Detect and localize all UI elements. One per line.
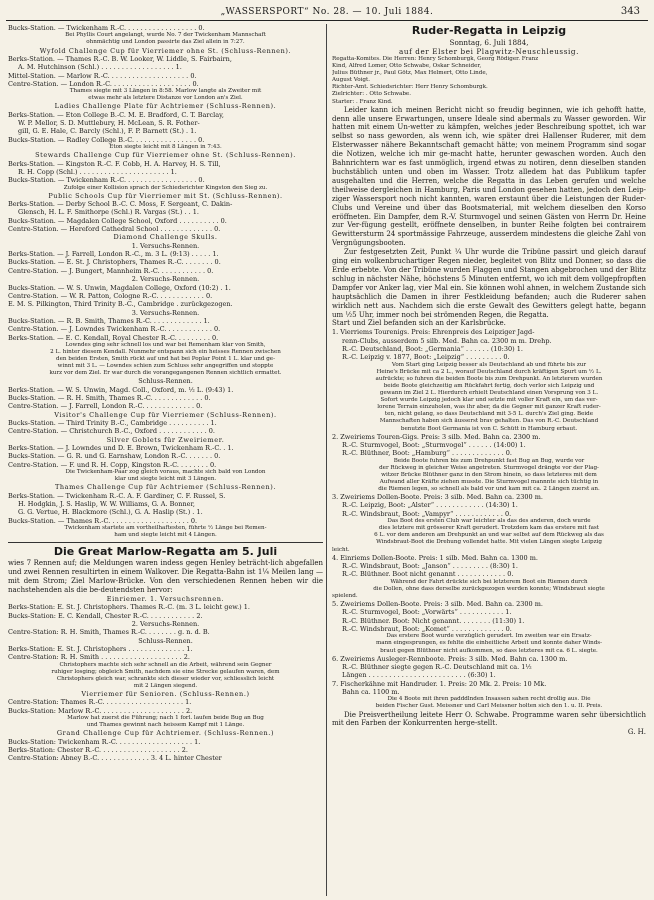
result-line: Stewards Challenge Cup für Vierriemer ohne St. (Schluss-Rennen). bbox=[35, 151, 296, 160]
result-line: Berks-Station. — Kingston R.-C. F. Cobb, H. A. Harvey, H. S. Till, bbox=[8, 159, 221, 168]
result-line: Christophers gleich war, schrankte sich dieser wieder vor, schliesslich leicht bbox=[56, 675, 275, 682]
result-line: Centre-Station. — W. R. Patton, Cologne R.-C. . . . . . . . . . . . 0. bbox=[8, 291, 213, 300]
result-line: 5. Zweiriems Dollen-Boote. Preis: 3 silb. Med. Bahn ca. 2300 m. bbox=[332, 599, 543, 608]
marlow-intro: wies 7 Rennen auf; die Meldungen waren indess gegen Henley beträcht-lich abgefallen und zwei Rennen resultirten in einem Walkover. Die Regatta-Bahn ist 1¼ Meilen lang — mit dem Strom; Ziel Marlow-Brücke. Von den verschiedenen Rennen heben wir die nachstehenden als die be-deutendsten hervor: bbox=[8, 559, 323, 594]
result-line: Berks-Station. — W. S. Unwin, Magd. Coll., Oxford, m. ½ L. (9:43) 1. bbox=[8, 385, 234, 394]
result-line: Bucks-Station. — W. S. Unwin, Magdalen College, Oxford (10:2) . 1. bbox=[8, 283, 231, 292]
result-line: Schluss-Rennen. bbox=[138, 377, 193, 386]
result-line: der Rückweg in gleicher Weise angetreten. Sturmvogel drängte vor der Plag- bbox=[379, 464, 599, 471]
result-line: 4. Einriems Dollen-Boote. Preis: 1 silb. Med. Bahn ca. 1300 m. bbox=[332, 553, 538, 562]
result-line: Vierriemer für Senioren. (Schluss-Rennen.) bbox=[81, 690, 250, 698]
result-line: Centre-Station. — J. Lowndes Twickenham R.-C. . . . . . . . . . . . 0. bbox=[8, 325, 221, 334]
page-header bbox=[0, 0, 654, 22]
result-line: Centre-Station. — F. und R. H. Copp, Kingston R.-C. . . . . . . . 0. bbox=[8, 460, 217, 469]
result-line: R.-C. Blüthner siegte gegen R.-C. Deutschland mit ca. 1½ bbox=[342, 662, 532, 671]
result-line: R.-C. Blüthner, Boot: „Hamburg“ . . . . . . . . . . . . . 0. bbox=[342, 449, 512, 458]
official-line: Kind, Alfred Lomer, Otto Schwabe, Oskar Schneider, bbox=[332, 63, 482, 70]
result-line: Mittel-Station. — Marlow R.-C. . . . . . . . . . . . . . . . . . . . 0. bbox=[8, 71, 197, 80]
result-line: Berks-Station. — Thames R.-C. B. W. Looker, W. Liddle, S. Fairbairn, bbox=[8, 54, 232, 63]
result-line: die Dollen, ohne dass derselbe zurückgezogen werden konnte; Windsbraut siegte bbox=[373, 585, 605, 592]
result-line: 1. Versuchs-Rennen. bbox=[131, 241, 200, 250]
result-line: lorene Terrain einzuholen, was ihr aber, da die Gegner mit ganzer Kraft ruder- bbox=[377, 404, 601, 411]
result-line: Bucks-Station. — Third Trinity B.-C., Cambridge . . . . . . . . . . 1. bbox=[8, 419, 217, 428]
result-line: Die 4 Boote mit ihren padddlnden Insassen sahen recht drollig aus. Die bbox=[387, 696, 591, 703]
page-number: 343 bbox=[620, 6, 640, 17]
result-line: Wyfold Challenge Cup für Vierriemer ohne St. (Schluss-Rennen). bbox=[39, 46, 292, 55]
result-line: Bucks-Station. — Twickenham R.-C. . . . . . . . . . . . . . . . . . 0. bbox=[8, 176, 205, 185]
leipzig-officials bbox=[332, 56, 646, 106]
result-line: Bucks-Station: Marlow R.-C. . . . . . . . . . . . . . . . . . . . . 2. bbox=[8, 706, 193, 715]
result-line: Schluss-Rennen. bbox=[138, 636, 193, 645]
result-line: Centre-Station. — J. Farrell, London R.-C. . . . . . . . . . . . . 0. bbox=[8, 402, 203, 411]
result-line: R.-C. Deutschland, Boot: „Germania“ . . . . . . (10:30) 1. bbox=[342, 345, 523, 353]
official-line: Richter-Amt. Schiedsrichter: Herr Henry Schomburgk. bbox=[332, 84, 488, 91]
result-line: R.-C. Sturmvogel, Boot: „Vorwärts“ . . . . . . . . . . . 1. bbox=[342, 608, 512, 617]
left-column bbox=[8, 24, 323, 896]
result-line: Heine's Brücke mit ca 2 L., worauf Deutschland durch kräftigen Spurt um ½ L. bbox=[376, 368, 602, 375]
result-line: Bucks-Station. — G. R. und G. Earnshaw, London R.-C. . . . . . . 0. bbox=[8, 452, 221, 461]
result-line: 6 L. vor dem anderen am Drehpunkt an und war selbst auf dem Rückweg als das bbox=[374, 532, 604, 539]
result-line: Lowndes ging sehr schnell los und war bei Remenham klar von Smith, bbox=[65, 341, 266, 348]
result-line: benutzte Boot Germania ist von C. Schütt in Hamburg erbaut. bbox=[400, 425, 578, 432]
official-line: Regatta-Komites. Die Herren: Henry Schomburgk, Georg Rödiger. Franz bbox=[332, 56, 539, 62]
result-line: Twickenham startete am vortheilhaftesten, führte ½ Länge bei Remen- bbox=[64, 525, 267, 532]
result-line: Berks-Station. — J. Farrell, London R.-C., m. 3 L. (9:13) . . . . . 1. bbox=[8, 250, 219, 259]
result-line: Bucks-Station. — Thames R.-C. . . . . . . . . . . . . . . . . . . . 0. bbox=[8, 516, 198, 525]
result-line: Windsbraut-Boot die Drehung vollendet hatte. Mit vielen Längen siegte Leipzig bbox=[376, 539, 602, 546]
result-line: G. G. Vertue, H. Blackmore (Schl.), G. A. Haslip (St.) . 1. bbox=[18, 508, 203, 517]
result-line: 2 L. hinter diesem Kendall. Nunmehr entspann sich ein heisses Rennen zwischen bbox=[50, 349, 281, 355]
result-line: Bucks-Station. — Twickenham R.-C. . . . . . . . . . . . . . . . . . 0. bbox=[8, 24, 205, 32]
result-line: Berks-Station. — J. Lowndes und D. E. Brown, Twickenham R.-C. . 1. bbox=[8, 444, 234, 453]
official-line: Zielrichter: . Otto Schwabe. bbox=[332, 91, 412, 98]
result-line: Bahn ca. 1100 m. bbox=[342, 687, 400, 696]
column-divider bbox=[326, 24, 327, 896]
result-line: 2. Versuchs-Rennen. bbox=[131, 619, 200, 628]
result-line: winnt mit 3 L. — Lowndes schien zum Schluss sehr angegriffen und stoppte bbox=[57, 363, 274, 370]
result-line: R.-C. Sturmvogel, Boot: „Sturmvogel“ . . . . . . (14:00) 1. bbox=[342, 440, 526, 449]
result-line: kurz vor dem Ziel. Er war durch die vorangegangenen Rennen sichtlich ermattet. bbox=[49, 370, 282, 377]
result-line: Bucks-Station. — R. H. Smith, Thames R.-C. . . . . . . . . . . . . 0. bbox=[8, 394, 211, 403]
result-line: Thames siegte mit 3 Längen in 8:58. Marlow langte als Zweiter mit bbox=[69, 88, 262, 95]
result-line: klar und siegte leicht mit 3 Längen. bbox=[114, 476, 217, 483]
result-line: Centre-Station: Abney B.-C. . . . . . . . . . . . . 3. 4 L. hinter Chester bbox=[8, 754, 222, 763]
result-line: Centre-Station. — J. Bungert, Mannheim R.-C. . . . . . . . . . . . 0. bbox=[8, 266, 214, 275]
result-line: Silver Goblets für Zweiriemer. bbox=[106, 435, 225, 444]
official-line: August Voigt. bbox=[332, 77, 371, 84]
result-line: Vom Start ging Leipzig besser als Deutschland ab und führte bis zur bbox=[391, 361, 587, 368]
result-line: aufrückte; so fuhren die beiden Boote bis zum Drehpunkt. An letzterem wurden bbox=[375, 375, 603, 382]
result-line: ruhiger losging; obgleich Smith, nachdem sie eine Strecke gelaufen waren, dem bbox=[51, 668, 280, 675]
result-line: Das erstere Boot wurde verzüglich gerudert. Im zweiten war ein Ersatz- bbox=[386, 633, 592, 640]
leipzig-date: Sonntag, 6. Juli 1884, bbox=[449, 38, 529, 47]
result-line: Centre-Station: R. H. Smith . . . . . . . . . . . . . . . . . . . . 2. bbox=[8, 653, 190, 662]
result-line: E. M. S. Pilkington, Third Trinity B.-C., Cambridge . zurückgezogen. bbox=[8, 300, 233, 309]
result-line: Sofort wurde Leipzig jedoch klar und setzte mit voller Kraft ein, um das ver- bbox=[380, 397, 598, 404]
section-divider bbox=[8, 542, 323, 543]
result-line: Berks-Station. — Twickenham R.-C. A. F. Gardiner, C. F. Russel, S. bbox=[8, 491, 226, 500]
result-line: A. M. Hutchinson (Schl.) . . . . . . . . . . . . . . . . . . 1. bbox=[18, 63, 182, 72]
result-line: Bucks-Station: Twickenham R.-C. . . . . . . . . . . . . . . . . . . 1. bbox=[8, 737, 201, 746]
result-line: Mannschaften haben sich äusserst brav gehalten. Das von R.-C. Deutschland bbox=[379, 418, 599, 425]
result-line: Zufolge einer Kollision sprach der Schiedsrichter Kingston den Sieg zu. bbox=[63, 184, 268, 191]
result-line: Bucks-Station: E. C. Kendall, Chester R.-C. . . . . . . . . . . . 2. bbox=[8, 611, 203, 620]
result-line: beiden Fischer Gust. Meissner und Carl Meissner holten sich den 1. u. II. Preis. bbox=[375, 703, 603, 710]
result-line: den beiden Ersten, Smith rückt auf und hat bei Poplar Point 1 L. klar und ge- bbox=[55, 356, 276, 363]
result-line: R.-C. Windsbraut, Boot: „Janson“ . . . . . . . . . (8:30) 1. bbox=[342, 561, 518, 570]
result-line: Ladies Challenge Plate für Achtriemer (Schluss-Rennen). bbox=[54, 102, 277, 111]
result-line: witzer Brücke Blüthner ganz in den Strom hinein, so dass letzteres mit dem bbox=[381, 471, 597, 478]
result-line: ten, nicht gelang, so dass Deutschland mit 3-5 L. durch's Ziel ging. Beide bbox=[384, 411, 594, 418]
result-line: gill, G. E. Hale, C. Barcly (Schl.), F. P. Barnett (St.) . 1. bbox=[18, 127, 197, 136]
result-line: Bucks-Station. — E. St. J. Christophers, Thames R.-C. . . . . . . . 0. bbox=[8, 258, 221, 267]
result-line: Die Twickenham-Paar zog gleich voraus, machte sich bald von London bbox=[65, 469, 266, 476]
result-line: R.-C. Leipzig, Boot: „Alster“ . . . . . . . . . . . . (14:30) 1. bbox=[342, 501, 518, 510]
official-line: Starter: . Franz Kind. bbox=[332, 98, 393, 105]
result-line: Grand Challenge Cup für Achtriemer. (Schluss-Rennen.) bbox=[56, 729, 275, 738]
result-line: die Riemen legen, so schnell als bald vor und kam mit ca. 2 Längen zuerst an. bbox=[378, 486, 600, 493]
result-line: Bucks-Station. — R. B. Smith, Thames R.-C. . . . . . . . . . . . . 1. bbox=[8, 316, 210, 325]
result-line: Bucks-Station. — Radley College B.-C. . . . . . . . . . . . . . . . 0. bbox=[8, 135, 205, 144]
leipzig-body: Leider kann ich meinen Bericht nicht so freudig beginnen, wie ich gehofft hatte, denn alle unsere Erwartungen, unsere Ideale sind abermals zu Wasser geworden. Wir hatten mit einem Un-wetter zu kämpfen, welches jeder Beschreibung spottet, ich war selbst so nass geworden, als wenn ich, wie später drei Hallenser Ruderer, mit dem Elsterwasser nähere Bekanntschaft gemacht hätte; von meinem Programm sind sogar die Notizen, welche ich mir ge-macht hatte, herunter gewaschen worden. Auch den Bahnrichtern war es fast unmöglich, irgend etwas zu notiren, denn dieselben standen buchstäblich unten und oben im Wasser. Trotz alledem hat das Publikum tapfer ausgehalten und die Herren, welche die Regatta in das Leben gerufen und welche theilweise dergleichen in Hamburg, Paris und London gesehen hatten, jedoch den Leip-ziger Wassersport noch nicht kannten, waren erstaunt über die Leistungen der Ruder-Clubs und Vereine und über das Bootsmaterial, mit welchem dieselben den Korso eröffneten. Ein Dampfer, dem R.-V. Sturmvogel und seinen Gästen von Herrn Dr. Heine zur Ver-fügung gestellt, eröffnete denselben, in bunter Reihe folgten bei contrairem Gewittersturm 24 sportmässige Fahrzeuge, ausserdem mindestens die gleiche Zahl von Vergnügungsbooten. bbox=[332, 105, 646, 248]
result-line: Visitor's Challenge Cup für Vierriemer (Schluss-Rennen). bbox=[54, 410, 277, 419]
header-divider bbox=[6, 20, 648, 21]
result-line: 2. Versuchs-Rennen. bbox=[131, 275, 200, 284]
marlow-title: Die Great Marlow-Regatta am 5. Juli bbox=[53, 545, 278, 559]
result-line: dies letztere mit grösserer Kraft gerudert. Trotzdem kam das erstere mit fast bbox=[378, 525, 600, 532]
result-line: 3. Versuchs-Rennen. bbox=[131, 308, 200, 317]
result-line: R.-C. Blüthner. Boot: Nicht genannt. . . . . . . . (11:30) 1. bbox=[342, 616, 525, 625]
result-line: Christophers machte sich sehr schnell an die Arbeit, während sein Gegner bbox=[59, 661, 272, 668]
result-line: braut gegen Blüthner nicht aufkommen, so dass letzteres mit ca. 6 L. siegte. bbox=[380, 647, 598, 654]
result-line: Berks-Station. — Eton College B.-C. M. E. Bradford, C. T. Barclay, bbox=[8, 110, 224, 119]
result-line: Beide Boote fuhren bis zum Drehpunkt fast Bug an Bug, wurde vor bbox=[393, 457, 585, 464]
result-line: Glensch, H. L. F. Smithorpe (Schl.) R. Vargas (St.) . . 1. bbox=[18, 208, 199, 217]
result-line: Berks-Station. — E. C. Kendall, Royal Chester R.-C. . . . . . . . . 0. bbox=[8, 333, 219, 342]
result-line: 3. Zweiriems Dollen-Boote. Preis: 3 silb. Med. Bahn ca. 2300 m. bbox=[332, 493, 543, 502]
result-line: ham und siegte leicht mit 4 Längen. bbox=[114, 532, 217, 539]
result-line: 1. Vierriems Tourenigs. Preis: Ehrenpreis des Leipziger Jagd- bbox=[332, 328, 535, 337]
result-line: Berks-Station: Chester R.-C. . . . . . . . . . . . . . . . . . . . 2. bbox=[8, 745, 188, 754]
result-line: gewann im Ziel 2 L. Hierdurch erhielt Deutschland einen Vorsprung von 3 L. bbox=[379, 390, 599, 397]
result-line: Berks-Station. — Derby School B.-C. C. Moss, F. Sergeant, C. Dakin- bbox=[8, 200, 233, 209]
result-line: R.-C. Windsbraut, Boot: „Komet“ . . . . . . . . . . . . . 0. bbox=[342, 624, 512, 633]
result-line: Berks-Station: E. St. J. Christophers . . . . . . . . . . . . . . 1. bbox=[8, 644, 193, 653]
result-line: mann eingesprungen, es fehlte die einheitliche Arbeit und konnte daher Winds- bbox=[375, 640, 603, 647]
leipzig-signature: G. H. bbox=[627, 728, 646, 737]
result-line: Centre-Station: R. H. Smith, Thames R.-C. . . . . . . . g. n. d. B. bbox=[8, 628, 210, 637]
result-line: Einriemer. 1. Versuchsrennen. bbox=[106, 594, 225, 603]
result-line: 6. Zweiriems Ausleger-Rennboote. Preis: 3 silb. Med. Bahn ca. 1300 m. bbox=[332, 654, 568, 663]
result-line: Bucks-Station. — Magdalen College School, Oxford . . . . . . . . . . 0. bbox=[8, 216, 227, 225]
result-line: mit 2 Längen siegend. bbox=[133, 682, 198, 689]
result-line: 2. Zweiriems Touren-Gigs. Preis: 3 silb. Med. Bahn ca. 2300 m. bbox=[332, 432, 541, 441]
result-line: Centre-Station. — Hereford Cathedral School . . . . . . . . . . . . . 0. bbox=[8, 225, 221, 234]
result-line: Centre-Station. — Christchurch B.-C., Oxford . . . . . . . . . . . . 0. bbox=[8, 427, 215, 436]
henley-results bbox=[8, 24, 323, 539]
result-line: R.-C. Leipzig v. 1877, Boot: „Leipzig“ . . . . . . . . . 0. bbox=[342, 353, 510, 362]
result-line: etwas mehr als letztere Distanze vor London an's Ziel. bbox=[88, 95, 243, 102]
result-line: Während der Fahrt drückte sich bei letzterem Boot ein Riemen durch bbox=[390, 578, 588, 585]
result-line: Centre-Station. — London R.-C. . . . . . . . . . . . . . . . . . . . 0. bbox=[8, 79, 199, 88]
result-line: renn-Clubs, ausserdem 5 silb. Med. Bahn ca. 2300 m m. Drehp. bbox=[342, 336, 552, 345]
result-line: R.-C. Windsbraut, Boot: „Vampyr“ . . . . . . . . . . . . 0. bbox=[342, 509, 512, 518]
result-line: beide Boote gleichzeitig am Rückfahrt fertig, doch verlor sich Leipzig und bbox=[383, 382, 595, 389]
leipzig-closing: Die Preisvertheilung leitete Herr O. Schwabe. Programme waren sehr übersichtlich mit den Farben der Konkurrenten herge-stellt. bbox=[332, 710, 646, 728]
marlow-results bbox=[8, 595, 323, 763]
result-line: leicht. bbox=[332, 546, 350, 553]
leipzig-start-note: Start und Ziel befanden sich an der Karlsbrücke. bbox=[332, 319, 506, 328]
result-line: W. P. Mellor, S. D. Muttlebury, H. McLean, S. R. Fother- bbox=[18, 119, 200, 128]
result-line: Bei Phyllis Court angelangt, wurde No. 7 der Twickenham Mannschaft bbox=[65, 32, 266, 39]
result-line: ohnmächtig und London passirte das Ziel allein in 7:27. bbox=[86, 39, 245, 46]
leipzig-title: Ruder-Regatta in Leipzig bbox=[411, 24, 567, 37]
result-line: Thames Challenge Cup für Achtriemer (Schluss-Rennen). bbox=[54, 483, 277, 492]
result-line: R.-C. Blüthner. Boot nicht genannt . . . . . . . . . . . . 0. bbox=[342, 570, 514, 579]
leipzig-results bbox=[332, 328, 646, 710]
result-line: Diamond Challenge Skulls. bbox=[113, 233, 218, 242]
result-line: Das Boot des ersten Club war leichter als das des anderen, doch wurde bbox=[387, 518, 591, 525]
result-line: Marlow hat zuerst die Führung; nach 1 forl. laufen beide Bug an Bug bbox=[67, 715, 264, 722]
result-line: Aufwand aller Kräfte ziehen musste. Die Sturmvogel mannnte sich tüchtig in bbox=[379, 478, 599, 485]
right-column bbox=[332, 24, 646, 896]
result-line: Public Schools Cup für Vierriemer mit St. (Schluss-Rennen). bbox=[48, 191, 283, 200]
journal-title: „WASSERSPORT“ No. 28. — 10. Juli 1884. bbox=[220, 7, 434, 17]
result-line: und Thames gewinnt nach heissem Kampf mit 1 Länge. bbox=[86, 722, 245, 729]
result-line: spielend. bbox=[332, 592, 358, 599]
result-line: Centre-Station: Thames R.-C. . . . . . . . . . . . . . . . . . . . 1. bbox=[8, 698, 192, 707]
leipzig-body-2: Zur festgesetzten Zeit, Punkt ¼ Uhr wurde die Tribüne passirt und gleich darauf ging ein wolkenbruchartiger Regen nieder, begleitet von Blitz und Donner, so dass die Erde erbebte. Von der Tribüne wurden Flaggen und Stangen abgebrochen und der Blitz schlug in nächster Nähe, höchstens 5 Minuten entfernt, wo ich mit dem vollgepfropften Dampfer vor Anker lag, vier Mal ein. Sie können wohl ahnen, in welchem Zustande sich hauptsächlich die Damen in ihrer Festkleidung befanden; auch die Ruderer sahen wirklich nett aus. Nachdem sich die erste Gewalt des Gewitters gelegt hatte, begann um ½5 Uhr, immer noch bei strömenden Regen, die Regatta. bbox=[332, 248, 646, 319]
leipzig-place: auf der Elster bei Plagwitz-Neuschleussig. bbox=[398, 47, 579, 56]
result-line: H. Hodgkin, J. S. Haslip, W. W. Williams, G. A. Bonner, bbox=[18, 500, 195, 509]
official-line: Julius Büthner jr., Paul Götz, Max Helmert, Otto Linde, bbox=[332, 70, 488, 77]
result-line: R. H. Copp (Schl.) . . . . . . . . . . . . . . . . . . . . . . 1. bbox=[18, 167, 177, 176]
result-line: Längen . . . . . . . . . . . . . . . . . . . . . . . . (6:30) 1. bbox=[342, 671, 496, 680]
result-line: Eton siegte leicht mit 8 Längen in 7:43. bbox=[109, 144, 222, 151]
result-line: 7. Fischerkähne mit Handruder. 1. Preis: 20 Mk. 2. Preis: 10 Mk. bbox=[332, 679, 547, 688]
result-line: Berks-Station: E. St. J. Christophers. Thames R.-C. (m. 3 L. leicht gew.) 1. bbox=[8, 603, 250, 612]
